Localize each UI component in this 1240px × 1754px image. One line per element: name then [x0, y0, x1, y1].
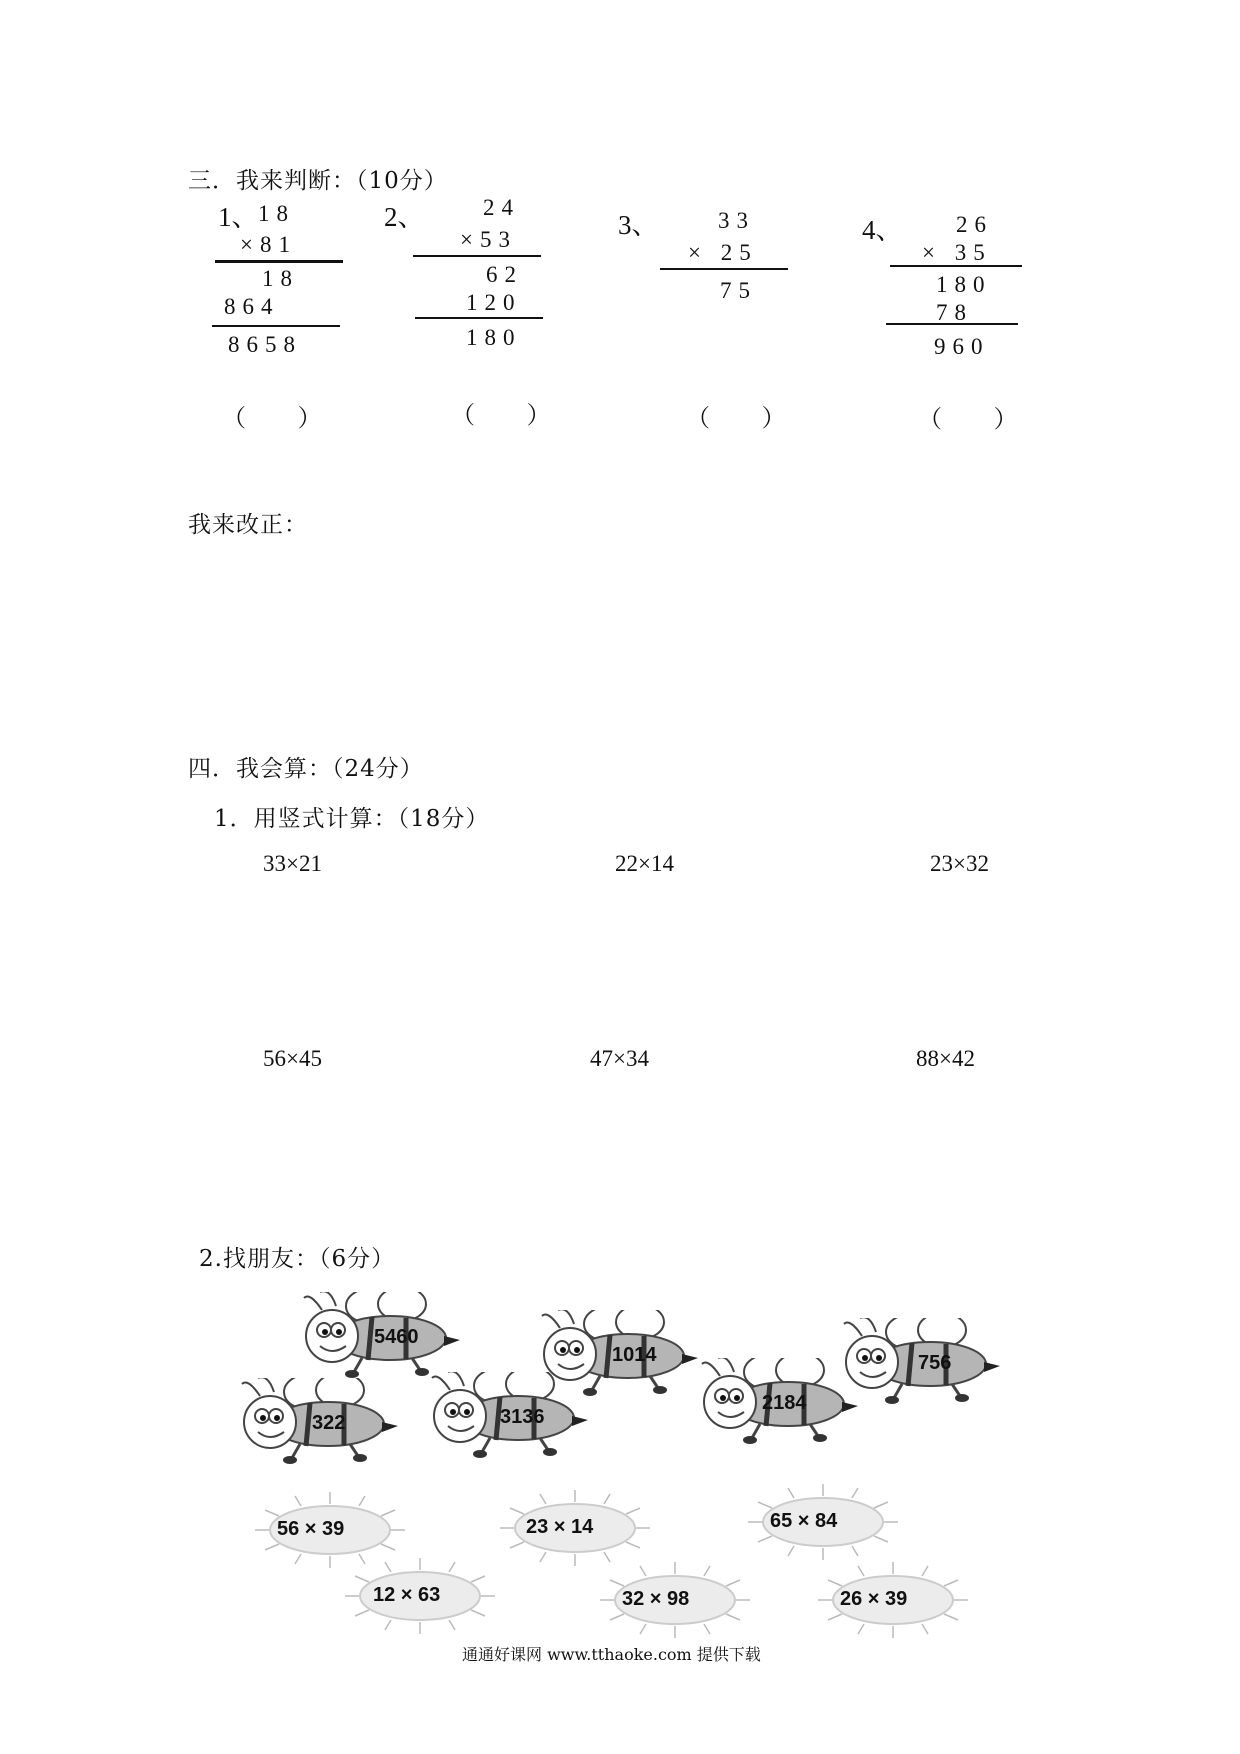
calc-rule	[886, 323, 1018, 325]
calc-rule	[413, 255, 541, 257]
sun-expression: 26 × 39	[840, 1588, 908, 1610]
correction-label: 我来改正：	[188, 512, 308, 538]
multiplicand: 26	[956, 212, 993, 237]
calc-rule	[212, 325, 340, 327]
bee-number: 2184	[762, 1392, 807, 1414]
partial-product-2: 864	[224, 294, 280, 319]
sun-expression: 23 × 14	[526, 1516, 594, 1538]
sun[interactable]	[500, 1490, 650, 1568]
partial-product-1: 62	[486, 262, 523, 287]
calc-expr: 22×14	[615, 851, 674, 876]
partial-product-1: 180	[936, 272, 992, 297]
section4-title: 四．我会算：（24分）	[188, 756, 424, 782]
bee[interactable]	[240, 1378, 400, 1464]
product: 960	[934, 334, 990, 359]
multiplier: ×53	[460, 227, 517, 252]
part2-title: 2.找朋友：（6分）	[199, 1246, 396, 1272]
judge-paren[interactable]: （ ）	[686, 404, 808, 432]
footer-credit: 通通好课网 www.tthaoke.com 提供下载	[462, 1645, 761, 1664]
judge-paren[interactable]: （ ）	[451, 401, 573, 429]
bee-number: 3136	[500, 1406, 545, 1428]
partial-product-2: 78	[936, 300, 973, 325]
problem-label: 1、	[218, 202, 259, 232]
partial-product-1: 18	[262, 266, 299, 291]
sun[interactable]	[600, 1562, 750, 1640]
sun-expression: 12 × 63	[373, 1584, 441, 1606]
calc-rule	[215, 260, 343, 263]
calc-expr: 88×42	[916, 1046, 975, 1071]
bee-number: 1014	[612, 1344, 657, 1366]
sun-expression: 65 × 84	[770, 1510, 838, 1532]
bee[interactable]	[430, 1372, 590, 1458]
multiplier: × 25	[688, 240, 758, 265]
judge-paren[interactable]: （ ）	[222, 404, 344, 432]
sun-expression: 56 × 39	[277, 1518, 345, 1540]
multiplicand: 33	[718, 208, 755, 233]
bee-number: 322	[312, 1412, 346, 1434]
bee-number: 756	[918, 1352, 952, 1374]
bee[interactable]	[700, 1358, 860, 1444]
judge-paren[interactable]: （ ）	[918, 405, 1040, 433]
section3-title: 三．我来判断：（10分）	[188, 168, 448, 194]
calc-expr: 23×32	[930, 851, 989, 876]
bee[interactable]	[842, 1318, 1002, 1404]
calc-expr: 47×34	[590, 1046, 649, 1071]
multiplier: ×81	[240, 232, 297, 257]
calc-rule	[890, 265, 1022, 267]
calc-rule	[660, 268, 788, 270]
multiplicand: 18	[258, 201, 295, 226]
calc-expr: 56×45	[263, 1046, 322, 1071]
problem-label: 3、	[618, 210, 659, 240]
multiplier: × 35	[922, 240, 992, 265]
product: 180	[466, 325, 522, 350]
sun[interactable]	[345, 1558, 495, 1636]
partial-product-2: 120	[466, 290, 522, 315]
problem-label: 4、	[862, 215, 903, 245]
product: 8658	[228, 332, 302, 357]
bee[interactable]	[302, 1292, 462, 1378]
calc-rule	[415, 317, 543, 319]
sun[interactable]	[748, 1484, 898, 1562]
sun-expression: 32 × 98	[622, 1588, 690, 1610]
problem-label: 2、	[384, 202, 425, 232]
bee-number: 5460	[374, 1326, 419, 1348]
product: 75	[720, 278, 757, 303]
sun[interactable]	[818, 1562, 968, 1640]
calc-expr: 33×21	[263, 851, 322, 876]
multiplicand: 24	[483, 195, 520, 220]
part1-title: 1．用竖式计算：（18分）	[214, 806, 490, 832]
